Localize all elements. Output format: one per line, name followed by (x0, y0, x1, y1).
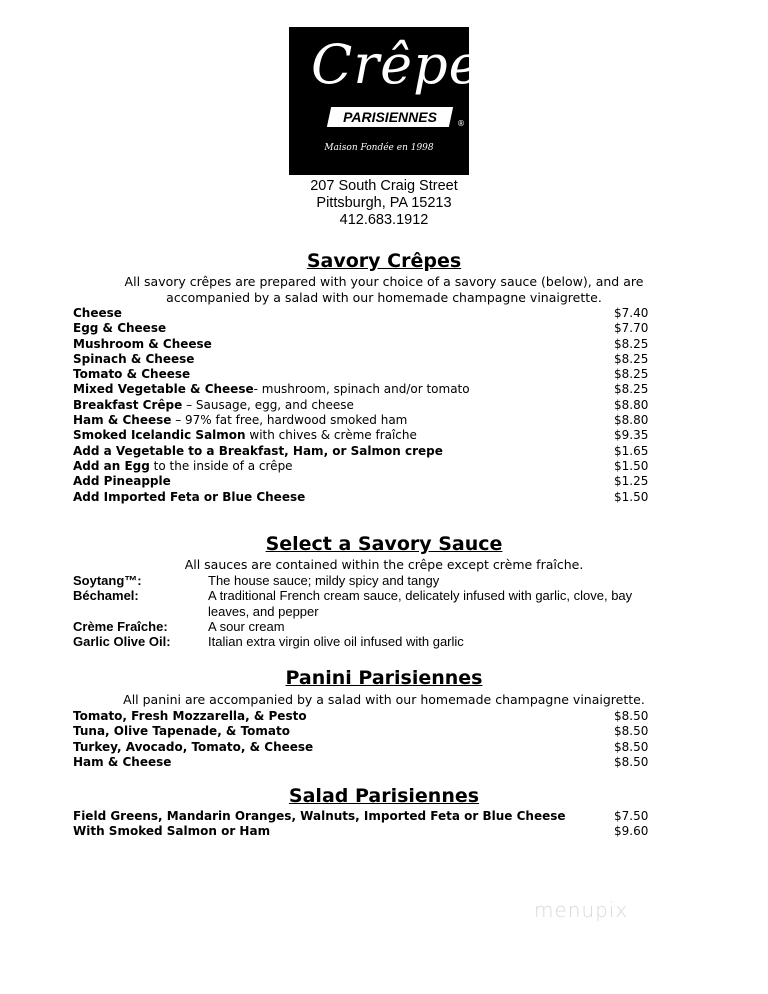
menu-item-price: $1.65 (614, 443, 649, 458)
sauce-desc: A sour cream (208, 618, 285, 634)
menu-item-price: $8.25 (614, 382, 649, 397)
menu-item-price: $7.40 (614, 306, 649, 320)
panini-list (73, 709, 653, 770)
menu-item-name: Add an Egg (73, 458, 150, 473)
menu-item-price: $8.25 (614, 336, 649, 351)
logo-band (327, 107, 453, 127)
menu-item-price: $9.60 (614, 824, 649, 839)
sauce-name: Crème Fraîche: (73, 618, 168, 634)
menu-item-row (73, 709, 653, 724)
logo-tagline: Maison Fondée en 1998 (324, 143, 434, 153)
menu-item-name: Field Greens, Mandarin Oranges, Walnuts, Imported Feta or Blue Cheese (73, 809, 566, 823)
menu-item-name: Mushroom & Cheese (73, 336, 212, 351)
address-city: Pittsburgh, PA 15213 (316, 195, 452, 211)
panini-title: Panini Parisiennes (285, 667, 483, 689)
menu-item-row (73, 474, 653, 489)
sauce-name: Soytang™: (73, 573, 142, 588)
salad-title: Salad Parisiennes (288, 785, 480, 807)
address-phone: 412.683.1912 (339, 212, 429, 228)
sauce-list (73, 573, 653, 649)
menu-item-price: $9.35 (614, 428, 649, 443)
menu-item-price: $7.50 (614, 809, 649, 823)
logo-band-text: PARISIENNES (343, 109, 437, 125)
menu-item-name: Turkey, Avocado, Tomato, & Cheese (73, 739, 314, 754)
menu-item-note: with chives & crème fraîche (245, 428, 417, 443)
sauce-desc: The house sauce; mildy spicy and tangy (208, 573, 440, 588)
menu-item-name: Tuna, Olive Tapenade, & Tomato (73, 724, 290, 739)
menu-item-row (73, 306, 653, 321)
menu-item-price: $1.50 (614, 458, 649, 473)
sauce-desc: All sauces are contained within the crêpe except crème fraîche. (184, 557, 584, 572)
menu-item-price: $1.50 (614, 489, 649, 504)
menu-item-price: $1.25 (614, 474, 649, 489)
menu-item-row (73, 428, 653, 443)
menu-item-name: Add Imported Feta or Blue Cheese (73, 489, 306, 504)
menu-item-price: $7.70 (614, 321, 649, 336)
panini-desc: All panini are accompanied by a salad with our homemade champagne vinaigrette. (123, 692, 645, 707)
menu-item-name: Breakfast Crêpe (73, 397, 183, 412)
sauce-name: Béchamel: (73, 588, 139, 604)
sauce-name: Garlic Olive Oil: (73, 634, 171, 650)
menu-item-row (73, 398, 653, 413)
salad-list (73, 809, 653, 840)
menu-item-price: $8.50 (614, 754, 649, 769)
sauce-title: Select a Savory Sauce (265, 533, 503, 555)
menu-item-name: Add a Vegetable to a Breakfast, Ham, or Salmon crepe (73, 443, 443, 458)
menu-item-note: – Sausage, egg, and cheese (182, 397, 354, 412)
menu-item-name: With Smoked Salmon or Ham (73, 824, 271, 839)
menu-item-row (73, 352, 653, 367)
menu-item-row (73, 459, 653, 474)
savory-desc-1: All savory crêpes are prepared with your choice of a savory sauce (below), and are (124, 274, 644, 289)
menu-item-price: $8.50 (614, 739, 649, 754)
menu-item-name: Egg & Cheese (73, 321, 167, 336)
menu-item-note: – 97% fat free, hardwood smoked ham (171, 413, 408, 428)
address-street: 207 South Craig Street (310, 178, 458, 194)
menu-item-name: Ham & Cheese (73, 413, 172, 428)
menu-item-price: $8.25 (614, 351, 649, 366)
sauce-row (73, 588, 653, 619)
menu-item-row (73, 337, 653, 352)
menu-item-row (73, 809, 653, 824)
sauce-desc: A traditional French cream sauce, delicately infused with garlic, clove, bay leaves, and pepper (208, 588, 633, 619)
menu-item-name: Add Pineapple (73, 474, 171, 489)
menu-item-row (73, 740, 653, 755)
savory-list (73, 306, 653, 505)
menu-item-row (73, 321, 653, 336)
watermark: menupix (534, 898, 629, 922)
menu-item-row (73, 413, 653, 428)
savory-desc-2: accompanied by a salad with our homemade champagne vinaigrette. (166, 290, 602, 305)
menu-item-name: Tomato & Cheese (73, 367, 191, 382)
menu-item-note: to the inside of a crêpe (149, 458, 293, 473)
logo-script: Crêpes (311, 33, 511, 96)
sauce-row (73, 634, 653, 649)
menu-item-name: Spinach & Cheese (73, 351, 195, 366)
menu-item-row (73, 444, 653, 459)
menu-item-row (73, 724, 653, 739)
menu-item-price: $8.80 (614, 413, 649, 428)
address-block (0, 178, 768, 229)
menu-item-row (73, 382, 653, 397)
sauce-desc: Italian extra virgin olive oil infused with garlic (208, 634, 464, 650)
menu-item-name: Mixed Vegetable & Cheese (73, 382, 254, 397)
menu-item-price: $8.80 (614, 397, 649, 412)
menu-item-row (73, 755, 653, 770)
menu-item-note: - mushroom, spinach and/or tomato (253, 382, 470, 397)
menu-item-price: $8.50 (614, 724, 649, 739)
menu-item-row (73, 367, 653, 382)
menu-item-name: Cheese (73, 306, 122, 320)
menu-item-name: Smoked Icelandic Salmon (73, 428, 246, 443)
menu-item-name: Tomato, Fresh Mozzarella, & Pesto (73, 709, 307, 723)
menu-item-name: Ham & Cheese (73, 754, 172, 769)
menu-item-row (73, 824, 653, 839)
menu-item-price: $8.50 (614, 709, 649, 723)
menu-item-row (73, 490, 653, 505)
registered-mark: ® (457, 119, 465, 128)
sauce-row (73, 619, 653, 634)
restaurant-logo (289, 27, 511, 175)
sauce-row (73, 573, 653, 588)
savory-title: Savory Crêpes (306, 250, 462, 272)
menu-item-price: $8.25 (614, 367, 649, 382)
